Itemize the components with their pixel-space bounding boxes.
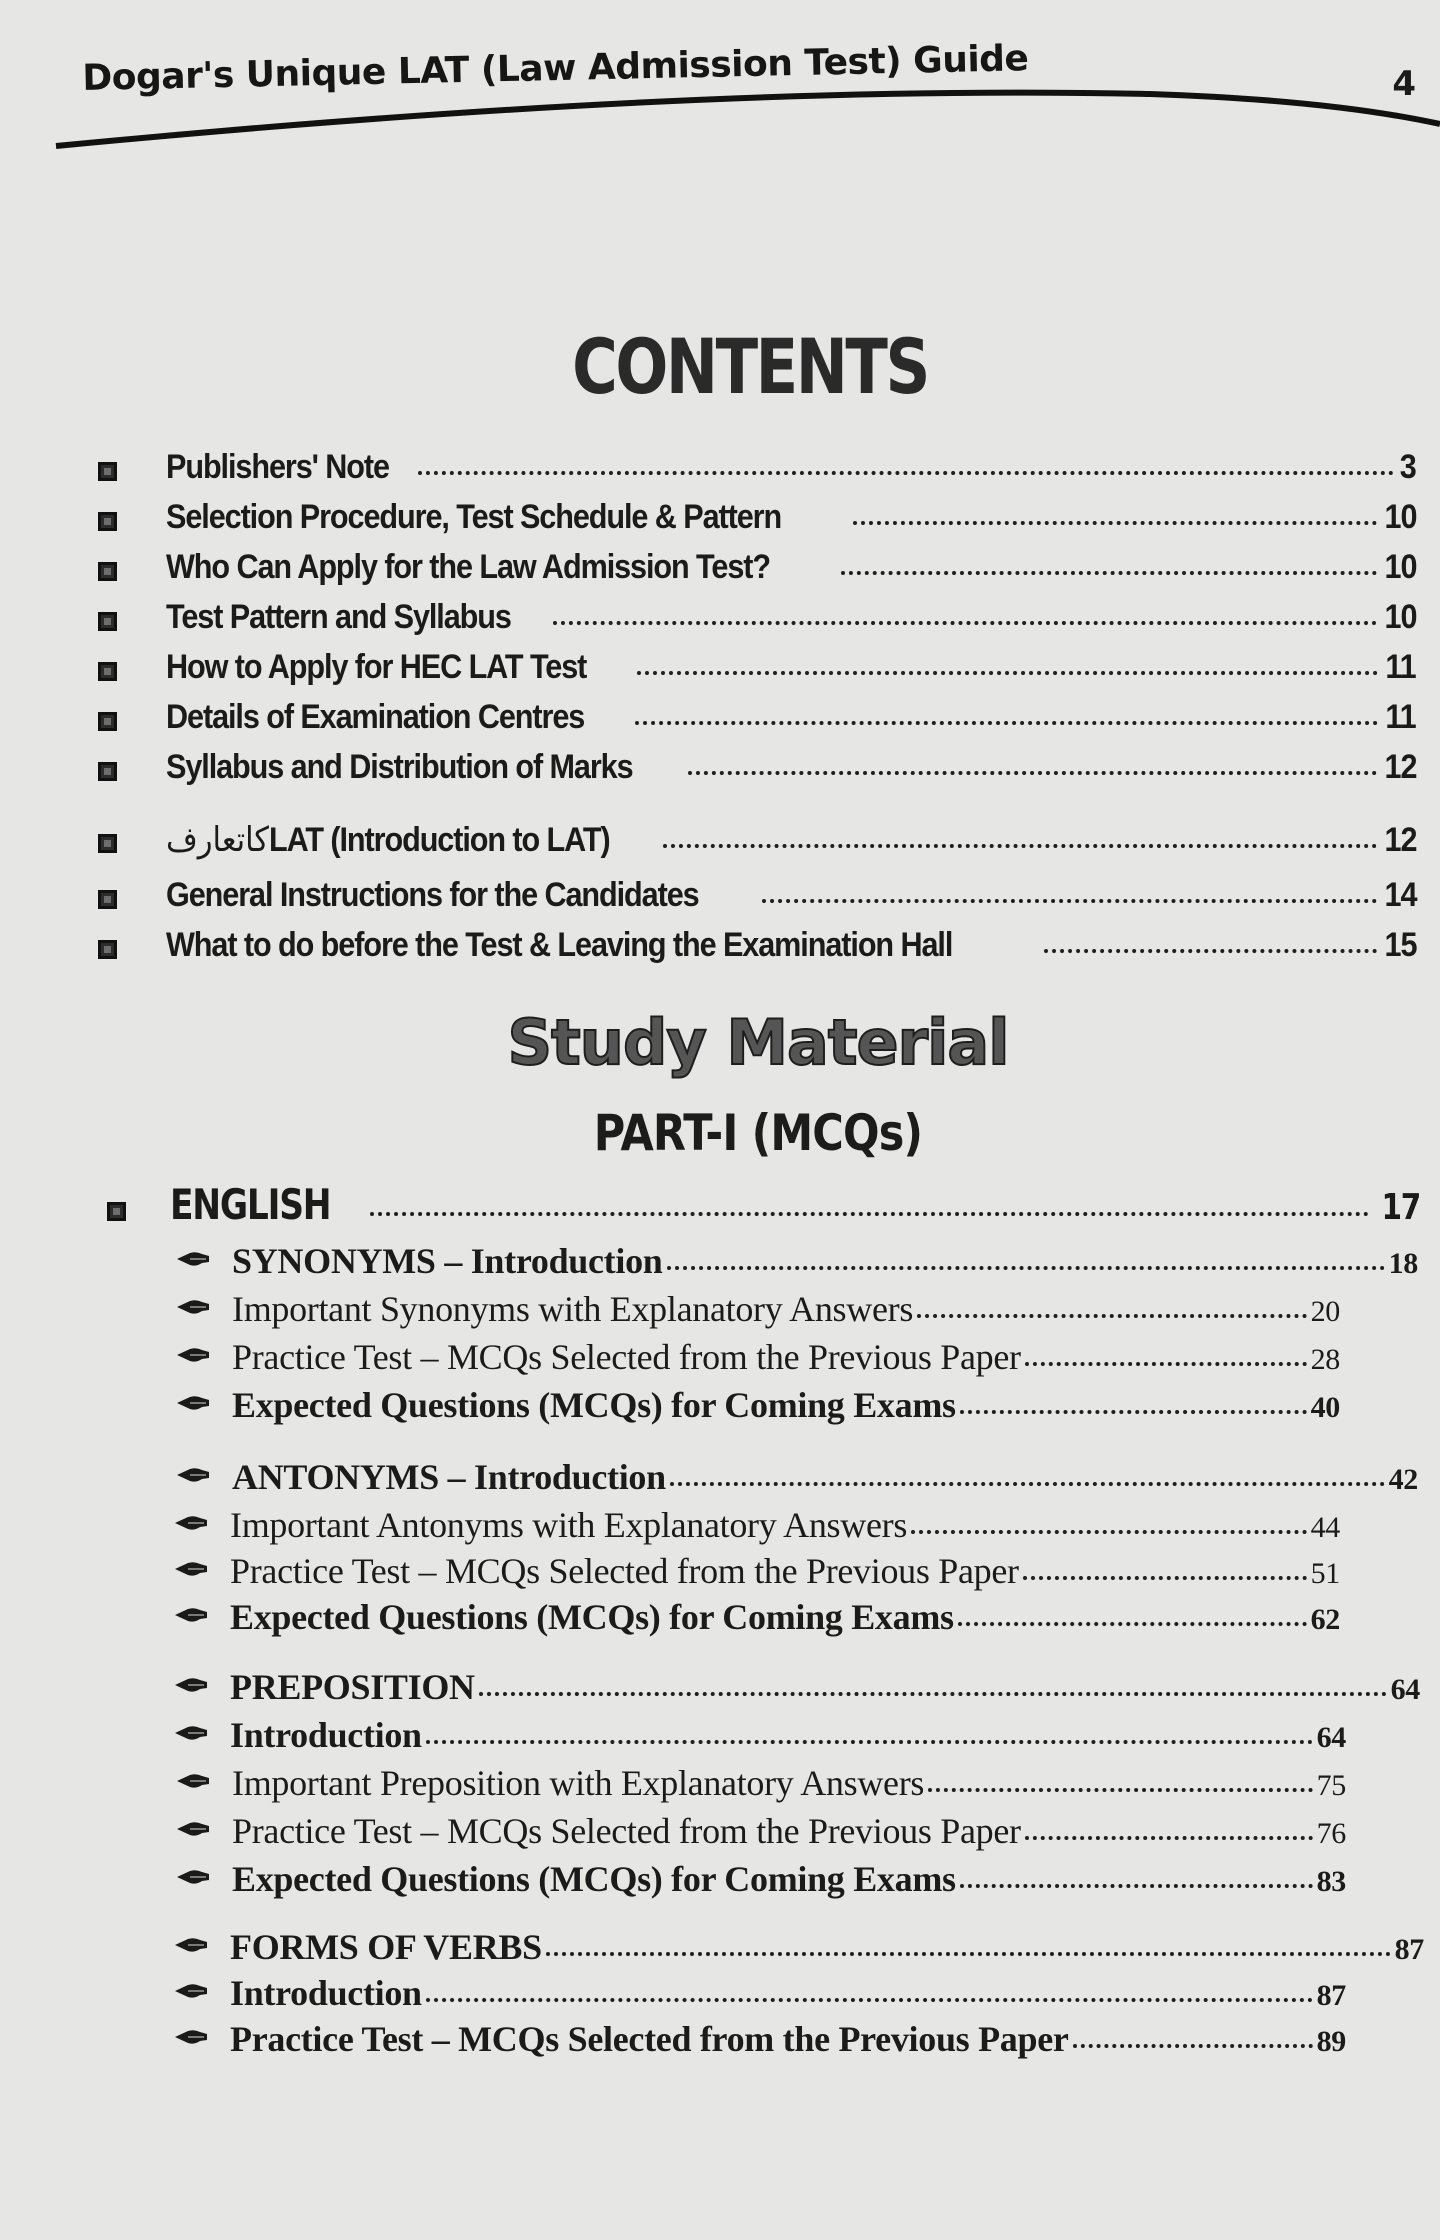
dot-leader: [1025, 1362, 1307, 1366]
toc-front-row: [166, 748, 1416, 787]
toc-subsection-row: [232, 1336, 1340, 1378]
toc-entry-title: General Instructions for the Candidates: [166, 876, 699, 914]
toc-subsection-page: 76: [1316, 1817, 1346, 1850]
dot-leader: [670, 1482, 1385, 1486]
dot-leader: [917, 1314, 1307, 1318]
toc-entry-page: 12: [1384, 748, 1416, 786]
toc-entry-title: Syllabus and Distribution of Marks: [166, 748, 633, 786]
toc-subsection-row: [232, 1456, 1418, 1498]
toc-section-page: 17: [1381, 1187, 1420, 1228]
toc-subsection-title: Practice Test – MCQs Selected from the Previous Paper: [230, 1551, 1019, 1591]
toc-subsection-row: [230, 1596, 1340, 1638]
toc-entry-page: 11: [1385, 648, 1416, 686]
square-bullet-icon: [98, 712, 117, 731]
toc-entry-page: 11: [1385, 698, 1416, 736]
running-header-title: Dogar's Unique LAT (Law Admission Test) Guide: [82, 38, 1029, 99]
square-bullet-icon: [98, 940, 117, 959]
square-bullet-icon: [98, 762, 117, 781]
pointing-hand-icon: [174, 1560, 208, 1578]
toc-entry-page: 10: [1384, 498, 1416, 536]
dot-leader: [370, 1212, 1369, 1216]
toc-entry-page: 3: [1400, 448, 1416, 486]
contents-heading: CONTENTS: [572, 322, 928, 411]
toc-subsection-page: 64: [1316, 1721, 1346, 1754]
pointing-hand-icon: [176, 1772, 210, 1790]
urdu-text: کاتعارف: [166, 820, 269, 860]
toc-subsection-title: Practice Test – MCQs Selected from the Previous Paper: [230, 2019, 1069, 2059]
toc-subsection-page: 40: [1310, 1391, 1340, 1424]
toc-subsection-row: [232, 1288, 1340, 1330]
toc-entry-page: 10: [1384, 548, 1416, 586]
toc-section-english: [170, 1180, 1420, 1229]
toc-subsection-row: [232, 1858, 1346, 1900]
square-bullet-icon: [98, 512, 117, 531]
toc-subsection-title: Introduction: [230, 1715, 422, 1755]
toc-front-row: [166, 698, 1416, 737]
pointing-hand-icon: [176, 1346, 210, 1364]
dot-leader: [841, 571, 1376, 575]
toc-subsection-row: [232, 1240, 1418, 1282]
toc-front-row: [166, 926, 1416, 965]
toc-entry-page: 12: [1384, 821, 1416, 859]
dot-leader: [1044, 949, 1377, 953]
toc-subsection-page: 87: [1394, 1933, 1424, 1966]
toc-subsection-page: 20: [1310, 1295, 1340, 1328]
dot-leader: [960, 1884, 1313, 1888]
pointing-hand-icon: [174, 2028, 208, 2046]
toc-subsection-page: 83: [1316, 1865, 1346, 1898]
square-bullet-icon: [107, 1202, 126, 1221]
page-number: 4: [1392, 64, 1416, 104]
dot-leader: [553, 621, 1376, 625]
square-bullet-icon: [98, 562, 117, 581]
toc-front-row: [166, 598, 1416, 637]
toc-subsection-page: 44: [1310, 1511, 1340, 1544]
toc-entry-title: [166, 820, 610, 860]
toc-subsection-page: 75: [1316, 1769, 1346, 1802]
toc-subsection-row: [230, 1550, 1340, 1592]
dot-leader: [637, 671, 1378, 675]
square-bullet-icon: [98, 612, 117, 631]
square-bullet-icon: [98, 662, 117, 681]
pointing-hand-icon: [174, 1606, 208, 1624]
dot-leader: [853, 521, 1376, 525]
toc-subsection-page: 62: [1310, 1603, 1340, 1636]
toc-entry-page: 15: [1384, 926, 1416, 964]
toc-subsection-page: 87: [1316, 1979, 1346, 2012]
toc-section-title: ENGLISH: [170, 1180, 331, 1229]
toc-subsection-title: PREPOSITION: [230, 1667, 475, 1707]
toc-subsection-row: [230, 1926, 1424, 1968]
dot-leader: [911, 1530, 1307, 1534]
toc-entry-page: 14: [1384, 876, 1416, 914]
toc-subsection-title: ANTONYMS – Introduction: [232, 1457, 666, 1497]
dot-leader: [762, 899, 1377, 903]
square-bullet-icon: [98, 890, 117, 909]
toc-entry-title: Who Can Apply for the Law Admission Test?: [166, 548, 770, 586]
toc-front-row: [166, 820, 1416, 860]
toc-subsection-row: [230, 1714, 1346, 1756]
toc-subsection-row: [230, 1666, 1420, 1708]
toc-entry-title-text: LAT (Introduction to LAT): [268, 821, 610, 859]
pointing-hand-icon: [176, 1298, 210, 1316]
dot-leader: [635, 721, 1379, 725]
toc-entry-title: Details of Examination Centres: [166, 698, 585, 736]
toc-entry-title: Selection Procedure, Test Schedule & Pattern: [166, 498, 782, 536]
toc-front-row: [166, 876, 1416, 915]
dot-leader: [418, 471, 1395, 475]
toc-subsection-page: 18: [1388, 1247, 1418, 1280]
toc-subsection-page: 42: [1388, 1463, 1418, 1496]
toc-entry-title: Publishers' Note: [166, 448, 389, 486]
square-bullet-icon: [98, 834, 117, 853]
dot-leader: [426, 1998, 1313, 2002]
dot-leader: [928, 1788, 1312, 1792]
pointing-hand-icon: [176, 1820, 210, 1838]
toc-subsection-title: Expected Questions (MCQs) for Coming Exams: [230, 1597, 954, 1637]
dot-leader: [1023, 1576, 1307, 1580]
dot-leader: [1073, 2044, 1313, 2048]
toc-subsection-row: [232, 1762, 1346, 1804]
square-bullet-icon: [98, 462, 117, 481]
pointing-hand-icon: [176, 1868, 210, 1886]
toc-entry-page: 10: [1384, 598, 1416, 636]
toc-subsection-page: 89: [1316, 2025, 1346, 2058]
pointing-hand-icon: [176, 1466, 210, 1484]
toc-subsection-title: Important Preposition with Explanatory Answers: [232, 1763, 925, 1803]
study-material-heading: Study Material: [507, 1006, 1009, 1079]
toc-subsection-row: [230, 2018, 1346, 2060]
toc-subsection-title: Expected Questions (MCQs) for Coming Exams: [232, 1859, 956, 1899]
dot-leader: [958, 1622, 1307, 1626]
dot-leader: [663, 844, 1377, 848]
toc-subsection-row: [232, 1384, 1340, 1426]
dot-leader: [479, 1692, 1387, 1696]
toc-subsection-title: Expected Questions (MCQs) for Coming Exams: [232, 1385, 956, 1425]
toc-entry-title: How to Apply for HEC LAT Test: [166, 648, 587, 686]
pointing-hand-icon: [176, 1394, 210, 1412]
toc-front-row: [166, 548, 1416, 587]
pointing-hand-icon: [174, 1724, 208, 1742]
dot-leader: [688, 771, 1376, 775]
dot-leader: [1025, 1836, 1313, 1840]
pointing-hand-icon: [174, 1936, 208, 1954]
dot-leader: [426, 1740, 1313, 1744]
toc-subsection-title: FORMS OF VERBS: [230, 1927, 542, 1967]
toc-subsection-title: SYNONYMS – Introduction: [232, 1241, 663, 1281]
dot-leader: [546, 1952, 1391, 1956]
toc-subsection-title: Important Synonyms with Explanatory Answers: [232, 1289, 914, 1329]
toc-subsection-title: Important Antonyms with Explanatory Answers: [230, 1505, 908, 1545]
pointing-hand-icon: [174, 1514, 208, 1532]
toc-subsection-page: 64: [1390, 1673, 1420, 1706]
toc-front-row: [166, 648, 1416, 687]
toc-subsection-row: [230, 1504, 1340, 1546]
pointing-hand-icon: [174, 1982, 208, 2000]
dot-leader: [667, 1266, 1385, 1270]
dot-leader: [960, 1410, 1307, 1414]
pointing-hand-icon: [174, 1676, 208, 1694]
pointing-hand-icon: [176, 1250, 210, 1268]
toc-subsection-title: Introduction: [230, 1973, 422, 2013]
toc-front-row: [166, 498, 1416, 537]
toc-entry-title: What to do before the Test & Leaving the Examination Hall: [166, 926, 953, 964]
toc-entry-title: Test Pattern and Syllabus: [166, 598, 511, 636]
toc-subsection-row: [230, 1972, 1346, 2014]
toc-front-row: [166, 448, 1416, 487]
part-heading: PART-I (MCQs): [593, 1104, 923, 1162]
toc-subsection-title: Practice Test – MCQs Selected from the Previous Paper: [232, 1337, 1021, 1377]
toc-subsection-title: Practice Test – MCQs Selected from the Previous Paper: [232, 1811, 1021, 1851]
toc-subsection-page: 28: [1310, 1343, 1340, 1376]
toc-subsection-page: 51: [1310, 1557, 1340, 1590]
toc-subsection-row: [232, 1810, 1346, 1852]
